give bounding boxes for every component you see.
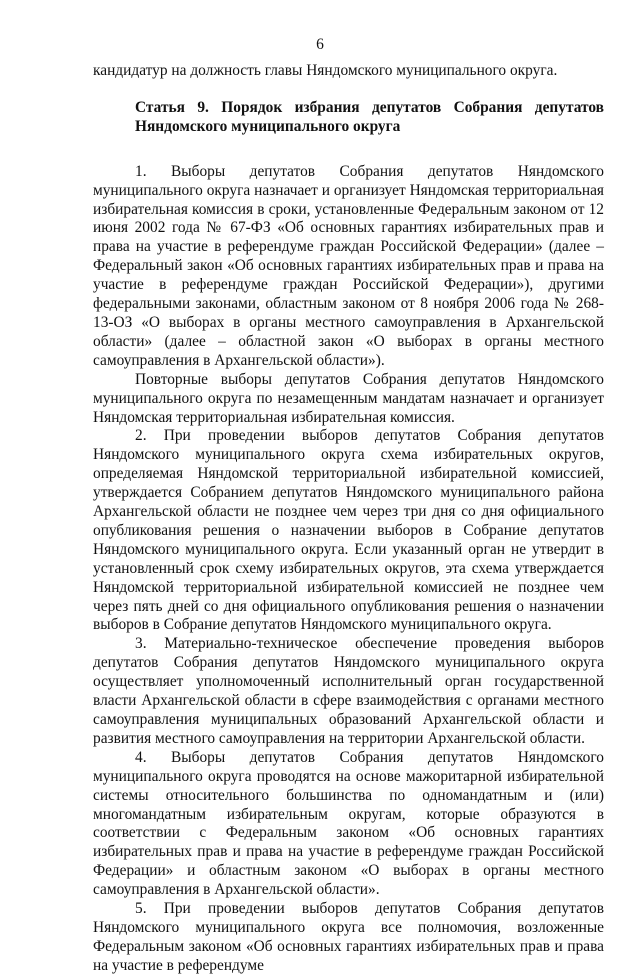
paragraph-4: 4. Выборы депутатов Собрания депутатов Няндомского муниципального округа проводятся на основе мажоритарной избирательной системы относительного большинства по одномандатным и (или) многомандатным избирательным округам, которые образуются в соответствии с Федеральным законом «Об основных гарантиях избирательных прав и права на участие в референдуме граждан Российской Федерации» и областным законом «О выборах в органы местного самоуправления в Архангельской области». xyxy=(93,748,604,899)
paragraph-1-repeat-elections: Повторные выборы депутатов Собрания депутатов Няндомского муниципального округа по незамещенным мандатам назначает и организует Няндомская территориальная избирательная комиссия. xyxy=(93,370,604,426)
paragraph-2: 2. При проведении выборов депутатов Собрания депутатов Няндомского муниципального округа схема избирательных округов, определяемая Няндомской территориальной избирательной комиссией, утверждается Собранием депутатов Няндомского муниципального района Архангельской области не позднее чем через три дня со дня официального опубликования решения о назначении выборов в Собрание депутатов Няндомского муниципального округа. Если указанный орган не утвердит в установленный срок схему избирательных округов, эта схема утверждается Няндомской территориальной избирательной комиссией не позднее чем через пять дней со дня официального опубликования решения о назначении выборов в Собрание депутатов Няндомского муниципального округа. xyxy=(93,427,604,634)
document-body xyxy=(93,62,604,976)
article-heading: Статья 9. Порядок избрания депутатов Собрания депутатов Няндомского муниципального округа xyxy=(135,98,604,135)
paragraph-5: 5. При проведении выборов депутатов Собрания депутатов Няндомского муниципального округа все полномочия, возложенные Федеральным законом «Об основных гарантиях избирательных прав и права на участие в референдуме xyxy=(93,900,604,974)
paragraph-3: 3. Материально-техническое обеспечение проведения выборов депутатов Собрания депутатов Няндомского муниципального округа осуществляет уполномоченный исполнительный орган государственной власти Архангельской области в сфере взаимодействия с органами местного самоуправления муниципальных образований Архангельской области и развития местного самоуправления на территории Архангельской области. xyxy=(93,635,604,747)
paragraph-1: 1. Выборы депутатов Собрания депутатов Няндомского муниципального округа назначает и организует Няндомская территориальная избирательная комиссия в сроки, установленные Федеральным законом от 12 июня 2002 года № 67-ФЗ «Об основных гарантиях избирательных прав и права на участие в референдуме граждан Российской Федерации» (далее – Федеральный закон «Об основных гарантиях избирательных прав и права на участие в референдуме граждан Российской Федерации»), другими федеральными законами, областным законом от 8 ноября 2006 года № 268-13-ОЗ «О выборах в органы местного самоуправления в Архангельской области» (далее – областной закон «О выборах в органы местного самоуправления в Архангельской области»). xyxy=(93,162,604,369)
continuation-line: кандидатур на должность главы Няндомского муниципального округа. xyxy=(93,62,558,79)
page-number: 6 xyxy=(316,36,324,53)
